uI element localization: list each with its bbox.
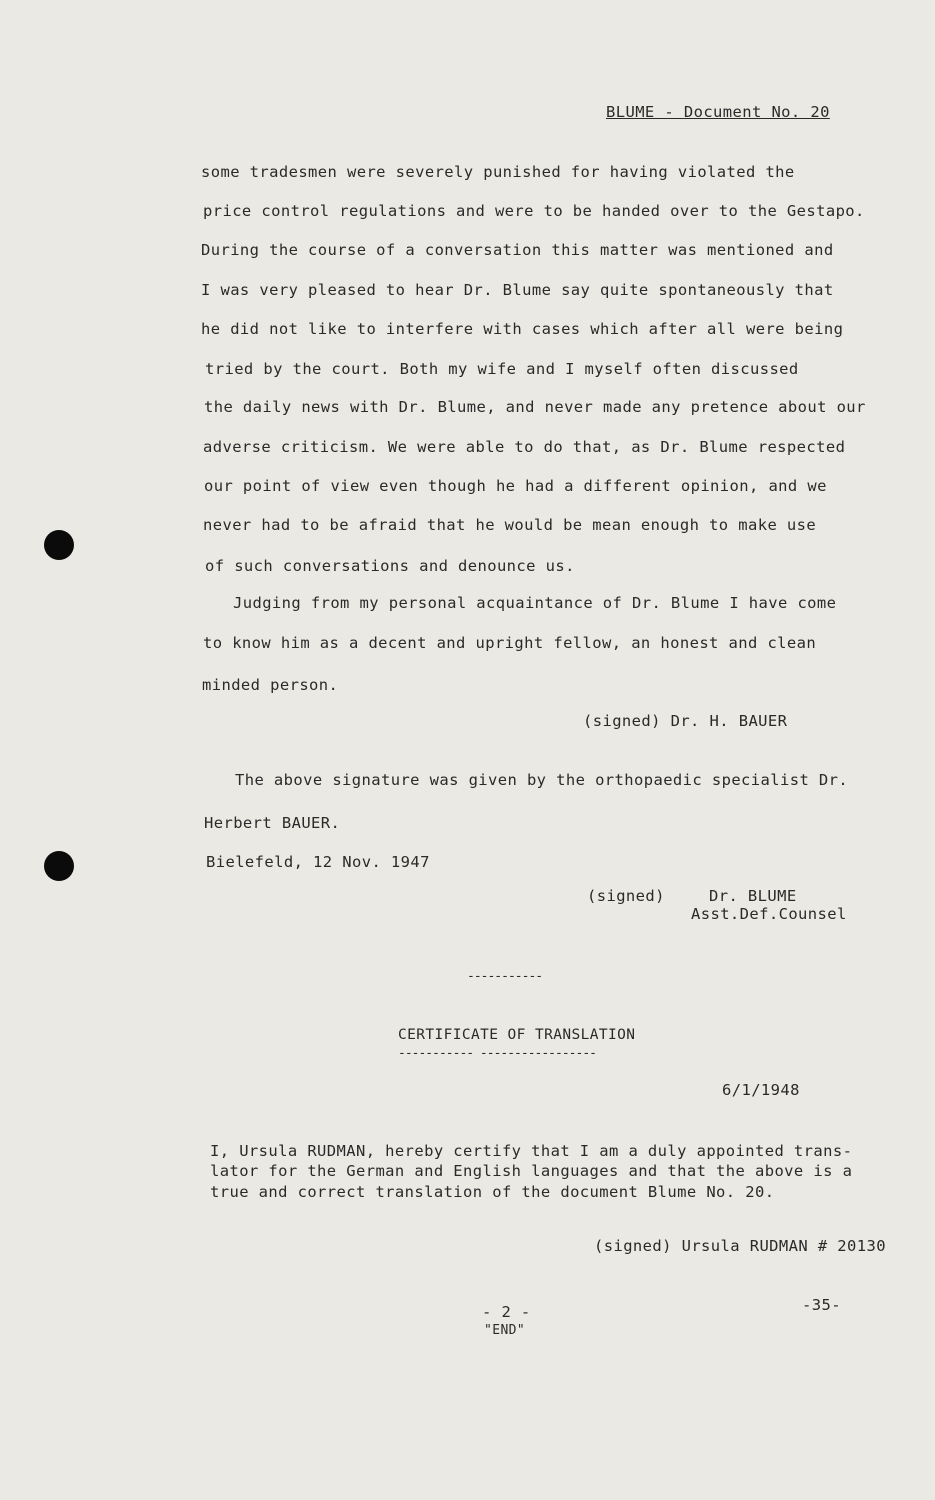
attestation-line: The above signature was given by the orthopaedic specialist Dr.	[235, 771, 849, 789]
certificate-title: CERTIFICATE OF TRANSLATION	[398, 1027, 636, 1043]
body-line: some tradesmen were severely punished for having violated the	[201, 163, 795, 181]
counsel-title: Asst.Def.Counsel	[691, 905, 847, 923]
translator-signature: (signed) Ursula RUDMAN # 20130	[594, 1237, 886, 1255]
certificate-line: lator for the German and English languages and that the above is a	[210, 1162, 853, 1180]
section-separator: -----------	[467, 969, 543, 984]
body-line: never had to be afraid that he would be mean enough to make use	[203, 516, 817, 534]
body-line: minded person.	[202, 676, 339, 694]
counsel-signed-mark: (signed)	[587, 887, 665, 905]
stamp-number: -35-	[802, 1296, 841, 1314]
document-reference: BLUME - Document No. 20	[606, 103, 830, 121]
certificate-date: 6/1/1948	[722, 1081, 800, 1099]
page-number: - 2 -	[482, 1303, 531, 1321]
body-line: of such conversations and denounce us.	[205, 557, 575, 575]
counsel-name: Dr. BLUME	[709, 887, 797, 905]
body-line: adverse criticism. We were able to do that, as Dr. Blume respected	[203, 438, 846, 456]
certificate-line: true and correct translation of the document Blume No. 20.	[210, 1183, 775, 1201]
body-line: I was very pleased to hear Dr. Blume say quite spontaneously that	[201, 281, 834, 299]
body-line: our point of view even though he had a different opinion, and we	[204, 477, 827, 495]
punch-hole-top	[44, 530, 74, 560]
place-date-line: Bielefeld, 12 Nov. 1947	[206, 853, 430, 871]
end-mark: "END"	[484, 1323, 526, 1338]
attestation-line: Herbert BAUER.	[204, 814, 341, 832]
body-line: tried by the court. Both my wife and I myself often discussed	[205, 360, 799, 378]
certificate-line: I, Ursula RUDMAN, hereby certify that I am a duly appointed trans-	[210, 1142, 853, 1160]
body-line: the daily news with Dr. Blume, and never made any pretence about our	[204, 398, 866, 416]
body-line: During the course of a conversation this matter was mentioned and	[201, 241, 834, 259]
bauer-signature: (signed) Dr. H. BAUER	[583, 712, 788, 730]
body-line: price control regulations and were to be handed over to the Gestapo.	[203, 202, 865, 220]
punch-hole-bottom	[44, 851, 74, 881]
body-line: Judging from my personal acquaintance of Dr. Blume I have come	[233, 594, 837, 612]
body-line: to know him as a decent and upright fellow, an honest and clean	[203, 634, 817, 652]
body-line: he did not like to interfere with cases which after all were being	[201, 320, 844, 338]
certificate-title-underline: ----------- -----------------	[398, 1046, 596, 1061]
